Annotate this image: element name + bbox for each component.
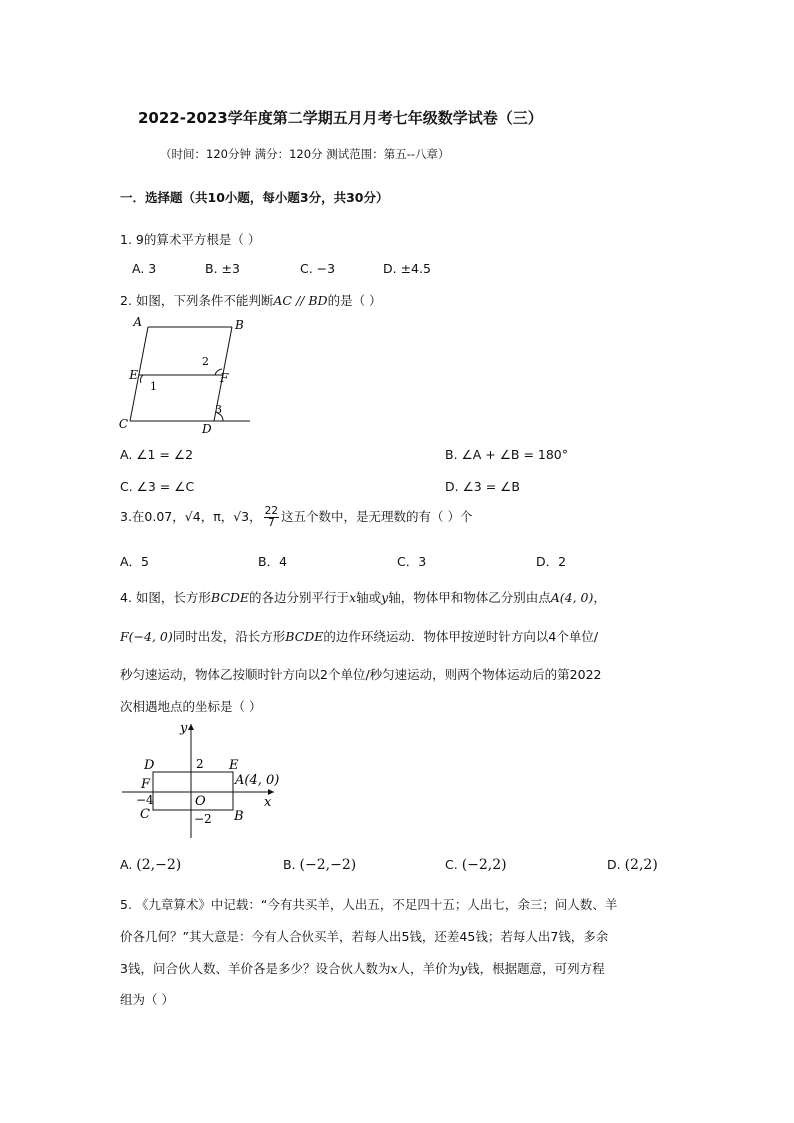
q4-line2-end: 的边作环绕运动．物体甲按逆时针方向以4个单位/ bbox=[323, 629, 599, 644]
q2-label-1: 1 bbox=[150, 380, 157, 393]
q5-x: x bbox=[390, 961, 398, 976]
q3-stem-post: 这五个数中，是无理数的有（ ）个 bbox=[281, 509, 473, 524]
q4-bcde: BCDE bbox=[210, 590, 250, 605]
q4-label-neg2: −2 bbox=[194, 812, 212, 826]
q2-stem-post: 的是（ ） bbox=[327, 293, 382, 308]
q1-option-b: B. ±3 bbox=[205, 261, 240, 276]
q4-label-y: y bbox=[180, 721, 188, 736]
q4-figure bbox=[112, 714, 292, 844]
q4-label-o: O bbox=[195, 794, 206, 809]
q4-point-f: F(−4, 0) bbox=[120, 629, 173, 644]
q2-label-a: A bbox=[133, 315, 142, 329]
q2-option-d: D. ∠3 = ∠B bbox=[445, 479, 520, 494]
q4-x: x bbox=[349, 590, 357, 605]
q4-option-b bbox=[283, 857, 356, 873]
q3-stem bbox=[120, 505, 473, 529]
q3-frac-den: 7 bbox=[268, 517, 275, 529]
q4-line2-post: 同时出发，沿长方形 bbox=[172, 629, 286, 644]
q4-line1-post: 轴，物体甲和物体乙分别由点 bbox=[388, 590, 551, 605]
q1-option-a: A. 3 bbox=[132, 261, 157, 276]
q5-line3-post: 钱，根据题意，可列方程 bbox=[467, 961, 605, 976]
q3-option-d: D．2 bbox=[536, 554, 567, 569]
q4-option-c-letter: C. bbox=[445, 857, 458, 872]
q3-option-b: B．4 bbox=[258, 554, 288, 569]
q4-label-2: 2 bbox=[196, 757, 204, 771]
q1-option-c: C. −3 bbox=[300, 261, 336, 276]
exam-info: （时间：120分钟 满分：120分 测试范围：第五--八章） bbox=[160, 147, 450, 161]
q4-label-d: D bbox=[144, 758, 155, 773]
section-heading: 一．选择题（共10小题，每小题3分，共30分） bbox=[120, 190, 389, 205]
q3-option-c: C．3 bbox=[397, 554, 427, 569]
q4-option-c-value: (−2,2) bbox=[461, 857, 507, 873]
q4-option-a-letter: A. bbox=[120, 857, 133, 872]
q2-stem-pre: 2. 如图，下列条件不能判断 bbox=[120, 293, 274, 308]
q3-sqrt4: √4 bbox=[184, 509, 201, 524]
q3-pi: ，π， bbox=[200, 509, 234, 524]
q4-option-b-letter: B. bbox=[283, 857, 296, 872]
q5-line3-pre: 3钱，问合伙人数、羊价各是多少？设合伙人数为 bbox=[120, 961, 391, 976]
q4-label-x: x bbox=[264, 795, 272, 810]
q2-figure bbox=[112, 312, 262, 437]
q4-label-b: B bbox=[234, 809, 244, 824]
q1-stem: 1. 9的算术平方根是（ ） bbox=[120, 232, 261, 247]
q4-line1-end: ， bbox=[593, 590, 606, 605]
q4-label-f: F bbox=[141, 777, 151, 792]
q4-option-d-letter: D. bbox=[607, 857, 621, 872]
q2-option-c: C. ∠3 = ∠C bbox=[120, 479, 195, 494]
q2-label-f: F bbox=[220, 371, 229, 385]
q2-stem bbox=[120, 291, 382, 309]
q3-option-a: A．5 bbox=[120, 554, 150, 569]
q5-line3 bbox=[120, 959, 605, 977]
q3-comma: ， bbox=[249, 509, 262, 524]
q4-line4: 次相遇地点的坐标是（ ） bbox=[120, 699, 262, 714]
q2-stem-math: AC // BD bbox=[273, 293, 328, 308]
q2-label-2: 2 bbox=[202, 355, 209, 368]
q4-option-d bbox=[607, 857, 658, 873]
exam-title: 2022-2023学年度第二学期五月月考七年级数学试卷（三） bbox=[138, 109, 543, 127]
q2-label-c: C bbox=[118, 417, 128, 431]
q2-label-d: D bbox=[202, 422, 212, 436]
q3-fraction bbox=[264, 506, 279, 529]
q2-option-a: A. ∠1 = ∠2 bbox=[120, 447, 194, 462]
q4-line1 bbox=[120, 588, 606, 606]
q2-arc-1 bbox=[140, 375, 143, 383]
q2-label-e: E bbox=[129, 368, 138, 382]
q5-line3-mid: 人，羊价为 bbox=[397, 961, 461, 976]
q3-frac-num: 22 bbox=[264, 505, 279, 517]
q4-line1-pre: 4. 如图，长方形 bbox=[120, 590, 211, 605]
q4-line2 bbox=[120, 627, 598, 645]
q2-label-b: B bbox=[235, 318, 244, 332]
q4-option-c bbox=[445, 857, 507, 873]
q4-option-d-value: (2,2) bbox=[624, 857, 658, 873]
q3-stem-pre: 3.在0.07， bbox=[120, 509, 185, 524]
q3-sqrt3: √3 bbox=[233, 509, 250, 524]
q4-bcde2: BCDE bbox=[285, 629, 324, 644]
q4-point-a: A(4, 0) bbox=[550, 590, 594, 605]
q1-option-d: D. ±4.5 bbox=[383, 261, 431, 276]
q4-rectangle-bcde bbox=[153, 772, 233, 810]
q4-option-a bbox=[120, 857, 181, 873]
q4-label-c: C bbox=[140, 807, 150, 822]
q5-line4: 组为（ ） bbox=[120, 992, 174, 1007]
q4-y: y bbox=[381, 590, 389, 605]
q4-label-neg4: −4 bbox=[136, 793, 154, 807]
q4-line3: 秒匀速运动，物体乙按顺时针方向以2个单位/秒匀速运动，则两个物体运动后的第2022 bbox=[120, 667, 602, 682]
q4-option-b-value: (−2,−2) bbox=[299, 857, 357, 873]
q4-label-e: E bbox=[229, 758, 239, 773]
q4-line1-mid2: 轴或 bbox=[356, 590, 382, 605]
q5-y: y bbox=[460, 961, 468, 976]
q4-line1-mid: 的各边分别平行于 bbox=[249, 590, 350, 605]
q2-option-b: B. ∠A + ∠B = 180° bbox=[445, 447, 569, 462]
q5-line1: 5. 《九章算术》中记载：“今有共买羊，人出五，不足四十五；人出七，余三；问人数、羊 bbox=[120, 897, 618, 912]
q4-label-a: A(4, 0) bbox=[235, 773, 280, 788]
q2-label-3: 3 bbox=[215, 403, 222, 416]
q4-option-a-value: (2,−2) bbox=[136, 857, 182, 873]
q5-line2: 价各几何？”其大意是：今有人合伙买羊，若每人出5钱，还差45钱；若每人出7钱，多余 bbox=[120, 929, 609, 944]
